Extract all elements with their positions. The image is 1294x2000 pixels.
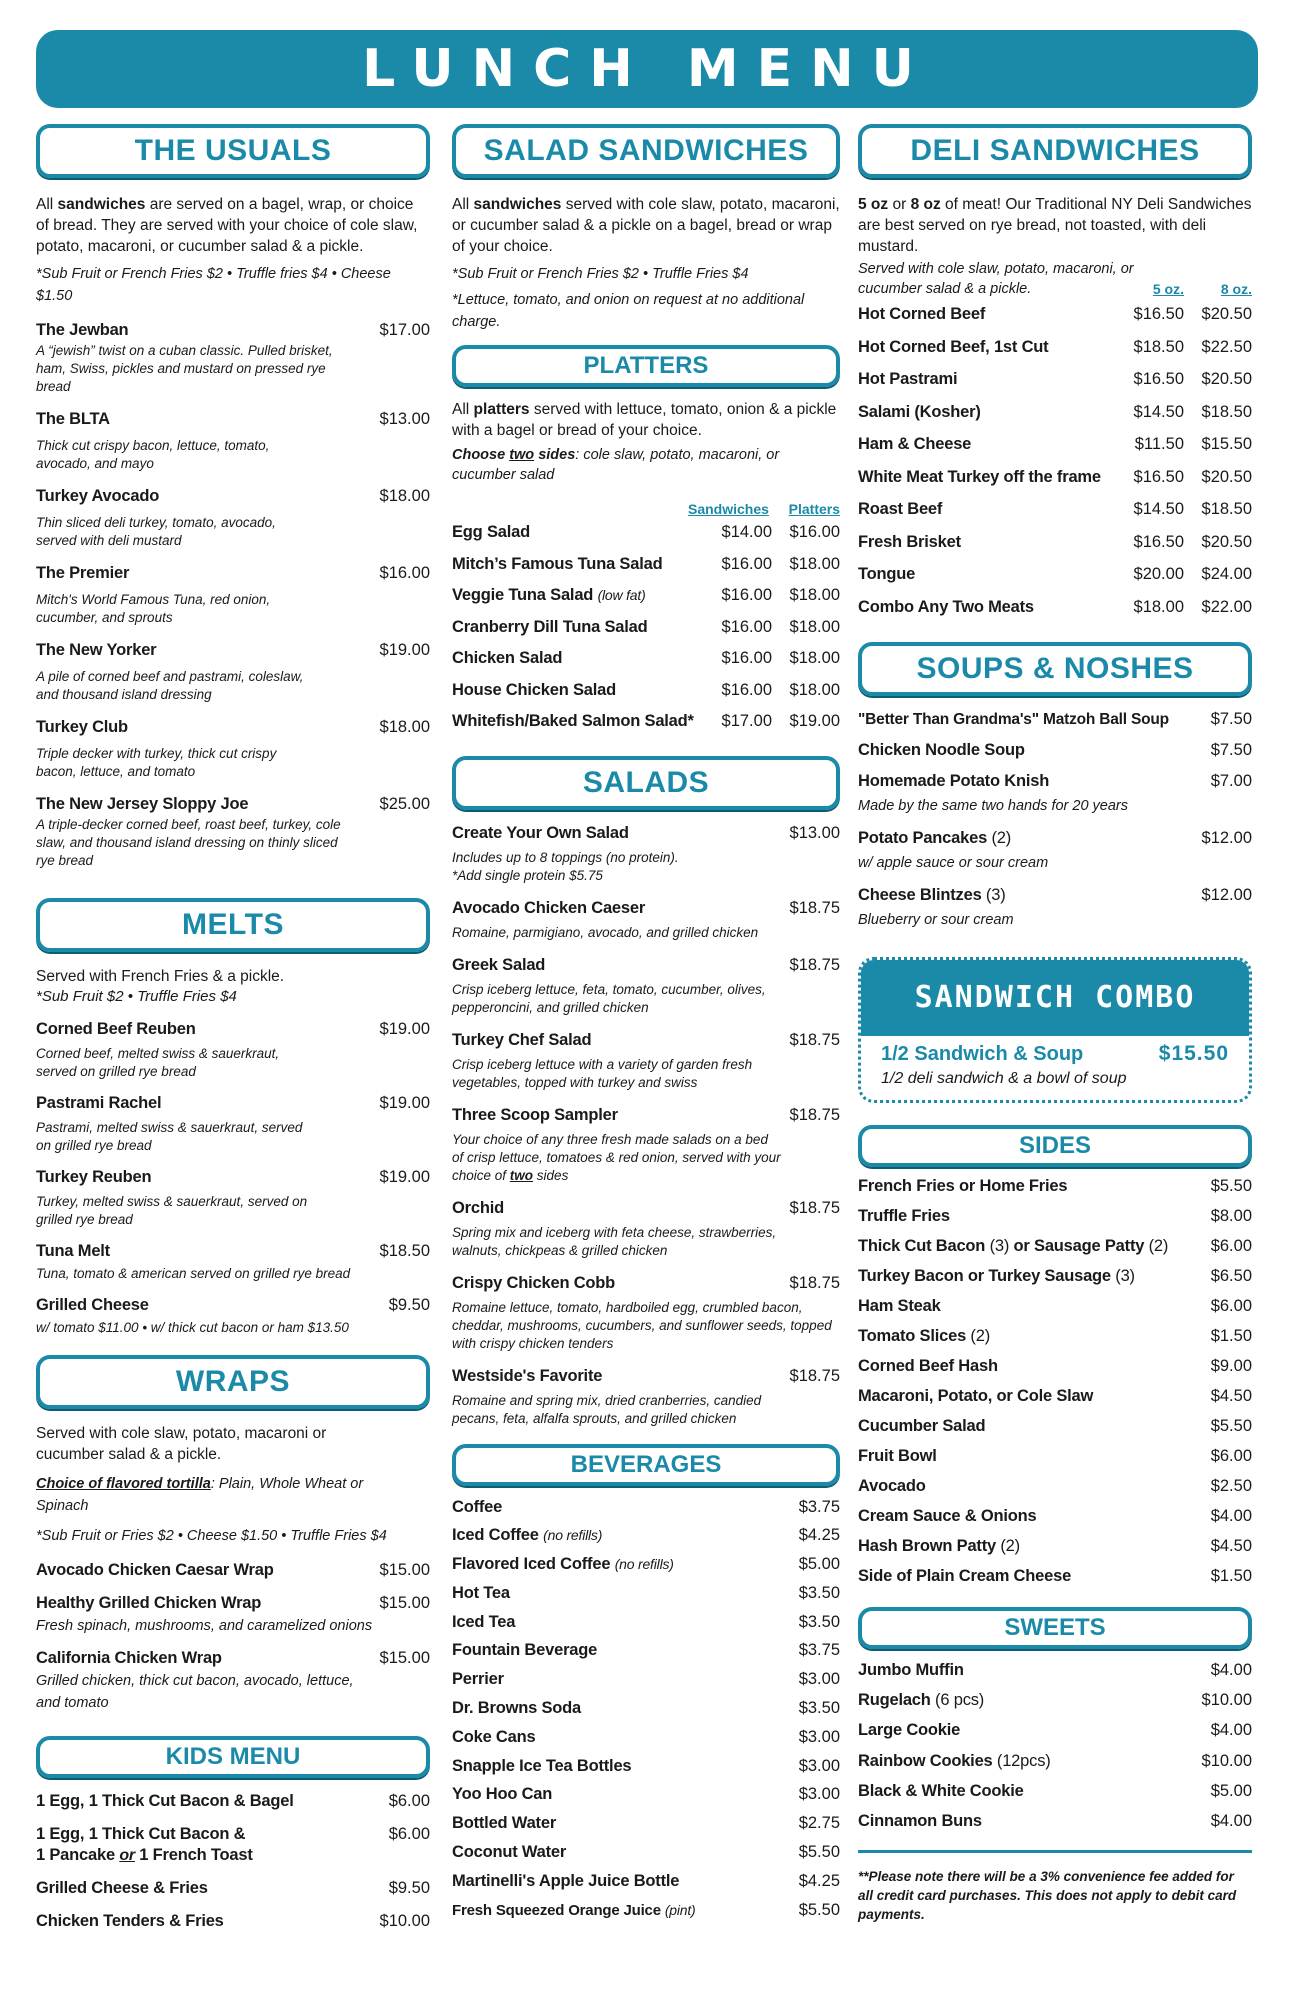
menu-item: Large Cookie $4.00 bbox=[858, 1721, 1252, 1740]
menu-item: Coffee $3.75 bbox=[452, 1497, 840, 1516]
menu-item: Turkey Bacon or Turkey Sausage (3) $6.50 bbox=[858, 1267, 1252, 1285]
section-heading-usuals: THE USUALS bbox=[36, 124, 430, 178]
section-heading-kids: KIDS MENU bbox=[36, 1736, 430, 1778]
deli-description: 5 oz or 8 oz of meat! Our Traditional NY Deli Sandwiches are best served on rye bread, not toasted, with deli mustard. bbox=[858, 196, 1252, 255]
menu-item: Side of Plain Cream Cheese $1.50 bbox=[858, 1567, 1252, 1585]
column-right bbox=[858, 124, 1252, 1924]
footer-note: **Please note there will be a 3% convenience fee added for all credit card purchases. This does not apply to debit card payments. bbox=[858, 1869, 1237, 1923]
menu-item: Cranberry Dill Tuna Salad $16.00 $18.00 bbox=[452, 617, 840, 636]
wraps-note: *Sub Fruit or Fries $2 • Cheese $1.50 • Truffle Fries $4 bbox=[36, 1528, 387, 1544]
menu-item: "Better Than Grandma's" Matzoh Ball Soup $7.50 bbox=[858, 710, 1252, 728]
menu-item: Avocado Chicken Caeser $18.75 Romaine, parmigiano, avocado, and grilled chicken bbox=[452, 898, 840, 940]
menu-item: Pastrami Rachel $19.00 Pastrami, melted swiss & sauerkraut, served on grilled rye bread bbox=[36, 1094, 430, 1153]
menu-item: The Premier $16.00 Mitch's World Famous Tuna, red onion, cucumber, and sprouts bbox=[36, 564, 430, 625]
kids-list bbox=[36, 1792, 430, 1931]
salad-sandwiches-description: All sandwiches served with cole slaw, potato, macaroni, or cucumber salad & a pickle on a bagel, bread or wrap of your choice. bbox=[452, 196, 840, 255]
menu-item: Black & White Cookie $5.00 bbox=[858, 1781, 1252, 1800]
deli-note: Served with cole slaw, potato, macaroni, or cucumber salad & a pickle. bbox=[858, 261, 1134, 297]
menu-item: Combo Any Two Meats $18.00 $22.00 bbox=[858, 597, 1252, 616]
menu-item: Tomato Slices (2) $1.50 bbox=[858, 1327, 1252, 1345]
menu-item: Westside's Favorite $18.75 Romaine and spring mix, dried cranberries, candied pecans, feta, alfalfa sprouts, and grilled chicken bbox=[452, 1366, 840, 1426]
menu-item: 1 Egg, 1 Thick Cut Bacon & Bagel $6.00 bbox=[36, 1792, 430, 1810]
section-heading-platters: PLATTERS bbox=[452, 345, 840, 387]
menu-item: Chicken Noodle Soup $7.50 bbox=[858, 741, 1252, 759]
section-heading-melts: MELTS bbox=[36, 898, 430, 952]
sweets-list bbox=[858, 1661, 1252, 1842]
combo-description: 1/2 deli sandwich & a bowl of soup bbox=[881, 1070, 1127, 1087]
menu-item: Egg Salad $14.00 $16.00 bbox=[452, 523, 840, 541]
menu-item: Flavored Iced Coffee (no refills) $5.00 bbox=[452, 1555, 840, 1574]
menu-title: LUNCH MENU bbox=[36, 30, 1258, 108]
wraps-tortilla-choice: Choice of flavored tortilla: Plain, Whole Wheat or Spinach bbox=[36, 1476, 364, 1514]
column-header-5oz: 5 oz. bbox=[1152, 281, 1184, 297]
combo-price: $15.50 bbox=[1158, 1042, 1229, 1065]
section-heading-sides: SIDES bbox=[858, 1125, 1252, 1167]
menu-item: Thick Cut Bacon (3) or Sausage Patty (2) $6.00 bbox=[858, 1237, 1252, 1255]
sides-list bbox=[858, 1177, 1252, 1597]
menu-item: Fresh Squeezed Orange Juice (pint) $5.50 bbox=[452, 1900, 840, 1919]
menu-item: Iced Coffee (no refills) $4.25 bbox=[452, 1526, 840, 1545]
menu-item: Cucumber Salad $5.50 bbox=[858, 1417, 1252, 1435]
column-middle bbox=[452, 124, 840, 1929]
menu-item: Healthy Grilled Chicken Wrap $15.00 Fresh spinach, mushrooms, and caramelized onions bbox=[36, 1594, 430, 1634]
menu-item: Coconut Water $5.50 bbox=[452, 1843, 840, 1862]
menu-item: Yoo Hoo Can $3.00 bbox=[452, 1785, 840, 1804]
sandwich-combo-body bbox=[861, 1036, 1249, 1100]
section-heading-salad-sandwiches: SALAD SANDWICHES bbox=[452, 124, 840, 178]
menu-item: White Meat Turkey off the frame $16.50 $20.50 bbox=[858, 467, 1252, 486]
menu-item: The New Jersey Sloppy Joe $25.00 A triple-decker corned beef, roast beef, turkey, cole slaw, and thousand island dressing on thinly sliced rye bread bbox=[36, 795, 430, 868]
section-heading-soups: SOUPS & NOSHES bbox=[858, 642, 1252, 696]
menu-item: Greek Salad $18.75 Crisp iceberg lettuce, feta, tomato, cucumber, olives, pepperoncini, and grilled chicken bbox=[452, 955, 840, 1015]
menu-item: Turkey Club $18.00 Triple decker with turkey, thick cut crispy bacon, lettuce, and tomato bbox=[36, 718, 430, 779]
menu-item: 1 Egg, 1 Thick Cut Bacon & $6.00 1 Pancake or 1 French Toast bbox=[36, 1825, 430, 1864]
platters-choose-sides: Choose two sides: cole slaw, potato, macaroni, or cucumber salad bbox=[452, 447, 780, 483]
menu-item: Cinnamon Buns $4.00 bbox=[858, 1811, 1252, 1830]
platters-column-headers bbox=[452, 501, 840, 517]
section-heading-wraps: WRAPS bbox=[36, 1355, 430, 1409]
menu-item: Macaroni, Potato, or Cole Slaw $4.50 bbox=[858, 1387, 1252, 1405]
menu-item: Crispy Chicken Cobb $18.75 Romaine lettuce, tomato, hardboiled egg, crumbled bacon, cheddar, mushrooms, cucumbers, and sunflower seeds, topped with crispy chicken tenders bbox=[452, 1273, 840, 1351]
deli-list bbox=[858, 305, 1252, 630]
menu-item: Iced Tea $3.50 bbox=[452, 1612, 840, 1631]
usuals-note: *Sub Fruit or French Fries $2 • Truffle fries $4 • Cheese $1.50 bbox=[36, 266, 391, 304]
section-heading-salads: SALADS bbox=[452, 756, 840, 810]
menu-item: Turkey Chef Salad $18.75 Crisp iceberg lettuce with a variety of garden fresh vegetables, topped with turkey and swiss bbox=[452, 1030, 840, 1090]
menu-item: Fruit Bowl $6.00 bbox=[858, 1447, 1252, 1465]
platters-description: All platters served with lettuce, tomato, onion & a pickle with a bagel or bread of your choice. bbox=[452, 401, 837, 439]
section-heading-beverages: BEVERAGES bbox=[452, 1444, 840, 1486]
menu-item: Truffle Fries $8.00 bbox=[858, 1207, 1252, 1225]
menu-item: Jumbo Muffin $4.00 bbox=[858, 1661, 1252, 1679]
menu-item: Corned Beef Reuben $19.00 Corned beef, melted swiss & sauerkraut, served on grilled rye bread bbox=[36, 1020, 430, 1079]
melts-list bbox=[36, 1020, 430, 1337]
usuals-list bbox=[36, 321, 430, 870]
menu-item: Rainbow Cookies (12pcs) $10.00 bbox=[858, 1751, 1252, 1770]
menu-item: Fountain Beverage $3.75 bbox=[452, 1641, 840, 1660]
section-heading-deli: DELI SANDWICHES bbox=[858, 124, 1252, 178]
menu-item: Hot Corned Beef, 1st Cut $18.50 $22.50 bbox=[858, 337, 1252, 356]
menu-item: The New Yorker $19.00 A pile of corned beef and pastrami, coleslaw, and thousand island dressing bbox=[36, 641, 430, 702]
menu-item: Perrier $3.00 bbox=[452, 1670, 840, 1689]
menu-item: Snapple Ice Tea Bottles $3.00 bbox=[452, 1756, 840, 1775]
menu-item: The Jewban $17.00 A “jewish” twist on a cuban classic. Pulled brisket, ham, Swiss, pickles and mustard on pressed rye bread bbox=[36, 321, 430, 394]
menu-item: Cheese Blintzes (3) $12.00 Blueberry or sour cream bbox=[858, 886, 1252, 928]
salad-sandwiches-note-lettuce: *Lettuce, tomato, and onion on request at no additional charge. bbox=[452, 292, 805, 330]
salad-sandwiches-note-sub: *Sub Fruit or French Fries $2 • Truffle Fries $4 bbox=[452, 266, 749, 282]
menu-item: Mitch’s Famous Tuna Salad $16.00 $18.00 bbox=[452, 554, 840, 573]
menu-item: Martinelli's Apple Juice Bottle $4.25 bbox=[452, 1871, 840, 1890]
menu-item: Veggie Tuna Salad (low fat) $16.00 $18.00 bbox=[452, 586, 840, 604]
wraps-description: Served with cole slaw, potato, macaroni or cucumber salad & a pickle. bbox=[36, 1425, 327, 1463]
menu-item: Salami (Kosher) $14.50 $18.50 bbox=[858, 402, 1252, 421]
menu-item: Rugelach (6 pcs) $10.00 bbox=[858, 1691, 1252, 1710]
menu-item: Grilled Cheese & Fries $9.50 bbox=[36, 1879, 430, 1897]
salads-list bbox=[452, 824, 840, 1428]
menu-item: Coke Cans $3.00 bbox=[452, 1727, 840, 1746]
menu-item: Cream Sauce & Onions $4.00 bbox=[858, 1507, 1252, 1525]
soups-list bbox=[858, 710, 1252, 931]
menu-item: Avocado Chicken Caesar Wrap $15.00 bbox=[36, 1561, 430, 1579]
melts-note: *Sub Fruit $2 • Truffle Fries $4 bbox=[36, 988, 237, 1005]
wraps-list bbox=[36, 1561, 430, 1714]
menu-item: Chicken Tenders & Fries $10.00 bbox=[36, 1912, 430, 1930]
menu-item: Hot Corned Beef $16.50 $20.50 bbox=[858, 305, 1252, 323]
column-header-8oz: 8 oz. bbox=[1220, 281, 1252, 297]
melts-description: Served with French Fries & a pickle. bbox=[36, 968, 285, 985]
menu-item: Hot Pastrami $16.50 $20.50 bbox=[858, 370, 1252, 388]
menu-item: Turkey Avocado $18.00 Thin sliced deli turkey, tomato, avocado, served with deli mustard bbox=[36, 487, 430, 548]
menu-item: Three Scoop Sampler $18.75 Your choice of any three fresh made salads on a bed of crisp lettuce, tomatoes & red onion, served with your choice of two sides bbox=[452, 1105, 840, 1183]
column-left bbox=[36, 124, 430, 1931]
menu-item: Hash Brown Patty (2) $4.50 bbox=[858, 1537, 1252, 1555]
sandwich-combo-box bbox=[858, 957, 1252, 1103]
menu-item: Bottled Water $2.75 bbox=[452, 1814, 840, 1833]
menu-item: Ham & Cheese $11.50 $15.50 bbox=[858, 435, 1252, 453]
menu-item: Tuna Melt $18.50 Tuna, tomato & american served on grilled rye bread bbox=[36, 1242, 430, 1281]
platters-list bbox=[452, 523, 840, 744]
menu-item: Create Your Own Salad $13.00 Includes up to 8 toppings (no protein). *Add single protein $5.75 bbox=[452, 823, 840, 883]
section-heading-sweets: SWEETS bbox=[858, 1607, 1252, 1649]
menu-item: French Fries or Home Fries $5.50 bbox=[858, 1177, 1252, 1195]
menu-item: Hot Tea $3.50 bbox=[452, 1583, 840, 1602]
combo-name: 1/2 Sandwich & Soup bbox=[881, 1043, 1084, 1065]
sandwich-combo-heading: SANDWICH COMBO bbox=[861, 960, 1249, 1036]
column-header-platters: Platters bbox=[788, 501, 840, 517]
menu-item: Turkey Reuben $19.00 Turkey, melted swiss & sauerkraut, served on grilled rye bread bbox=[36, 1168, 430, 1227]
menu-item: Chicken Salad $16.00 $18.00 bbox=[452, 649, 840, 667]
menu-item: House Chicken Salad $16.00 $18.00 bbox=[452, 680, 840, 699]
menu-item: Grilled Cheese $9.50 w/ tomato $11.00 • w/ thick cut bacon or ham $13.50 bbox=[36, 1296, 430, 1335]
menu-item: Homemade Potato Knish $7.00 Made by the same two hands for 20 years bbox=[858, 772, 1252, 814]
menu-item: Dr. Browns Soda $3.50 bbox=[452, 1699, 840, 1718]
menu-item: Avocado $2.50 bbox=[858, 1477, 1252, 1495]
menu-item: California Chicken Wrap $15.00 Grilled chicken, thick cut bacon, avocado, lettuce, and tomato bbox=[36, 1649, 430, 1711]
menu-item: Potato Pancakes (2) $12.00 w/ apple sauce or sour cream bbox=[858, 829, 1252, 871]
menu-item: Roast Beef $14.50 $18.50 bbox=[858, 500, 1252, 518]
menu-item: Tongue $20.00 $24.00 bbox=[858, 565, 1252, 583]
menu-item: Corned Beef Hash $9.00 bbox=[858, 1357, 1252, 1375]
menu-item: Fresh Brisket $16.50 $20.50 bbox=[858, 532, 1252, 551]
footer-divider bbox=[858, 1850, 1252, 1853]
menu-item: Orchid $18.75 Spring mix and iceberg with feta cheese, strawberries, walnuts, chickpeas & grilled chicken bbox=[452, 1198, 840, 1258]
menu-item: The BLTA $13.00 Thick cut crispy bacon, lettuce, tomato, avocado, and mayo bbox=[36, 410, 430, 471]
usuals-description: All sandwiches are served on a bagel, wrap, or choice of bread. They are served with your choice of cole slaw, potato, macaroni, or cucumber salad & a pickle. bbox=[36, 196, 418, 255]
menu-item: Whitefish/Baked Salmon Salad* $17.00 $19.00 bbox=[452, 712, 840, 730]
menu-item: Ham Steak $6.00 bbox=[858, 1297, 1252, 1315]
column-header-sandwiches: Sandwiches bbox=[688, 501, 769, 517]
beverages-list bbox=[452, 1498, 840, 1930]
